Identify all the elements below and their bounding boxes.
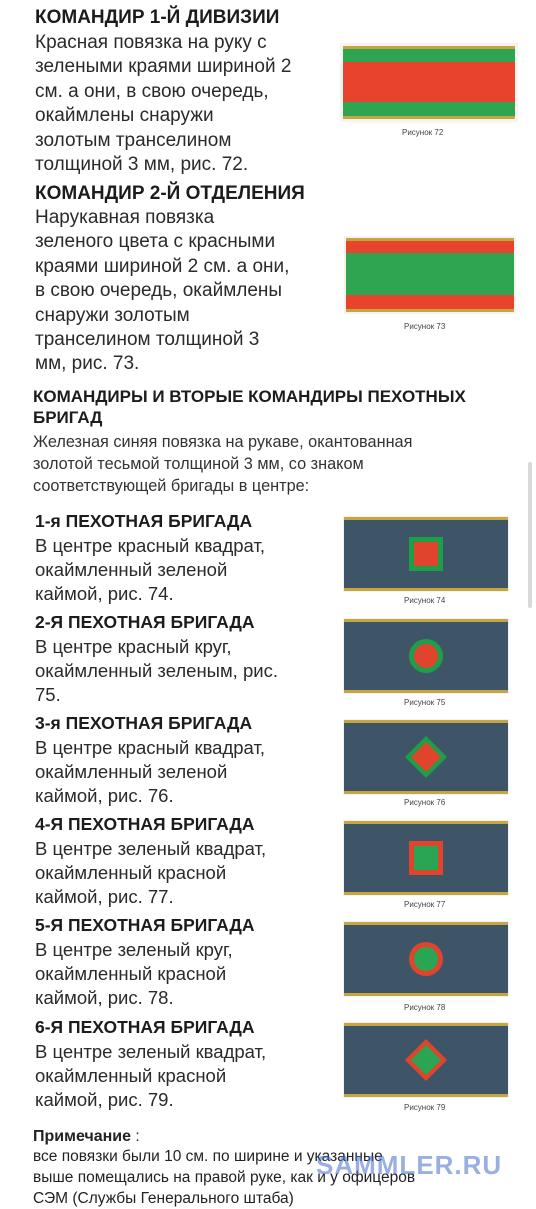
section3-title: КОМАНДИРЫ И ВТОРЫЕ КОМАНДИРЫ ПЕХОТНЫХ БРИГАД (33, 387, 466, 427)
caption-75: Рисунок 75 (404, 698, 446, 707)
brigade-3-title: 3-я ПЕХОТНАЯ БРИГАДА (35, 713, 253, 733)
brigade-2-title: 2-Я ПЕХОТНАЯ БРИГАДА (35, 612, 255, 632)
note-colon: : (131, 1128, 140, 1145)
armband-figure-78 (342, 919, 510, 999)
brigade-3-text: В центре красный квадрат, окаймленный зеленой каймой, рис. 76. (35, 737, 266, 806)
brigade-4-title: 4-Я ПЕХОТНАЯ БРИГАДА (35, 814, 255, 834)
armband-figure-77 (342, 818, 510, 898)
caption-72: Рисунок 72 (402, 128, 444, 137)
scrollbar[interactable] (528, 462, 532, 608)
armband-figure-72 (338, 42, 522, 126)
note-header (33, 1126, 140, 1147)
brigade-1-title: 1-я ПЕХОТНАЯ БРИГАДА (35, 511, 253, 531)
section1-text: Красная повязка на руку с зелеными краями шириной 2 см. а они, в свою очередь, окаймлены снаружи золотым транселином толщиной 3 мм, рис. 72. (35, 32, 292, 176)
caption-76: Рисунок 76 (404, 798, 446, 807)
armband-figure-79 (342, 1020, 510, 1100)
armband-figure-75 (342, 616, 510, 696)
brigade-1-text: В центре красный квадрат, окаймленный зеленой каймой, рис. 74. (35, 535, 266, 604)
caption-73: Рисунок 73 (404, 322, 446, 331)
section3-text: Железная синяя повязка на рукаве, окантованная золотой тесьмой толщиной 3 мм, со знаком соответствующей бригады в центре: (33, 433, 413, 495)
brigade-6-text: В центре зеленый квадрат, окаймленный красной каймой, рис. 79. (35, 1041, 267, 1110)
brigade-5-title: 5-Я ПЕХОТНАЯ БРИГАДА (35, 915, 255, 935)
armband-figure-76 (342, 717, 510, 797)
caption-79: Рисунок 79 (404, 1103, 446, 1112)
armband-figure-74 (342, 514, 510, 594)
brigade-2-text: В центре красный круг, окаймленный зеленым, рис. 75. (35, 636, 278, 705)
watermark: SAMMLER.RU (316, 1150, 503, 1180)
brigade-5-text: В центре зеленый круг, окаймленный красной каймой, рис. 78. (35, 939, 233, 1008)
section2-text: Нарукавная повязка зеленого цвета с красными краями шириной 2 см. а они, в свою очередь, окаймлены снаружи золотым транселином толщиной 3 мм, рис. 73. (35, 207, 290, 375)
note-label: Примечание (33, 1128, 132, 1145)
brigade-4-text: В центре зеленый квадрат, окаймленный красной каймой, рис. 77. (35, 838, 267, 907)
note-text: все повязки были 10 см. по ширине и указанные выше помещались на правой руке, как и у офицеров СЭМ (Службы Генерального штаба) (33, 1148, 416, 1207)
brigade-6-title: 6-Я ПЕХОТНАЯ БРИГАДА (35, 1017, 255, 1037)
caption-78: Рисунок 78 (404, 1003, 446, 1012)
section2-title: КОМАНДИР 2-Й ОТДЕЛЕНИЯ (35, 183, 305, 204)
caption-74: Рисунок 74 (404, 596, 446, 605)
armband-figure-73 (342, 235, 518, 317)
section1-title: КОМАНДИР 1-Й ДИВИЗИИ (35, 7, 280, 28)
caption-77: Рисунок 77 (404, 900, 446, 909)
